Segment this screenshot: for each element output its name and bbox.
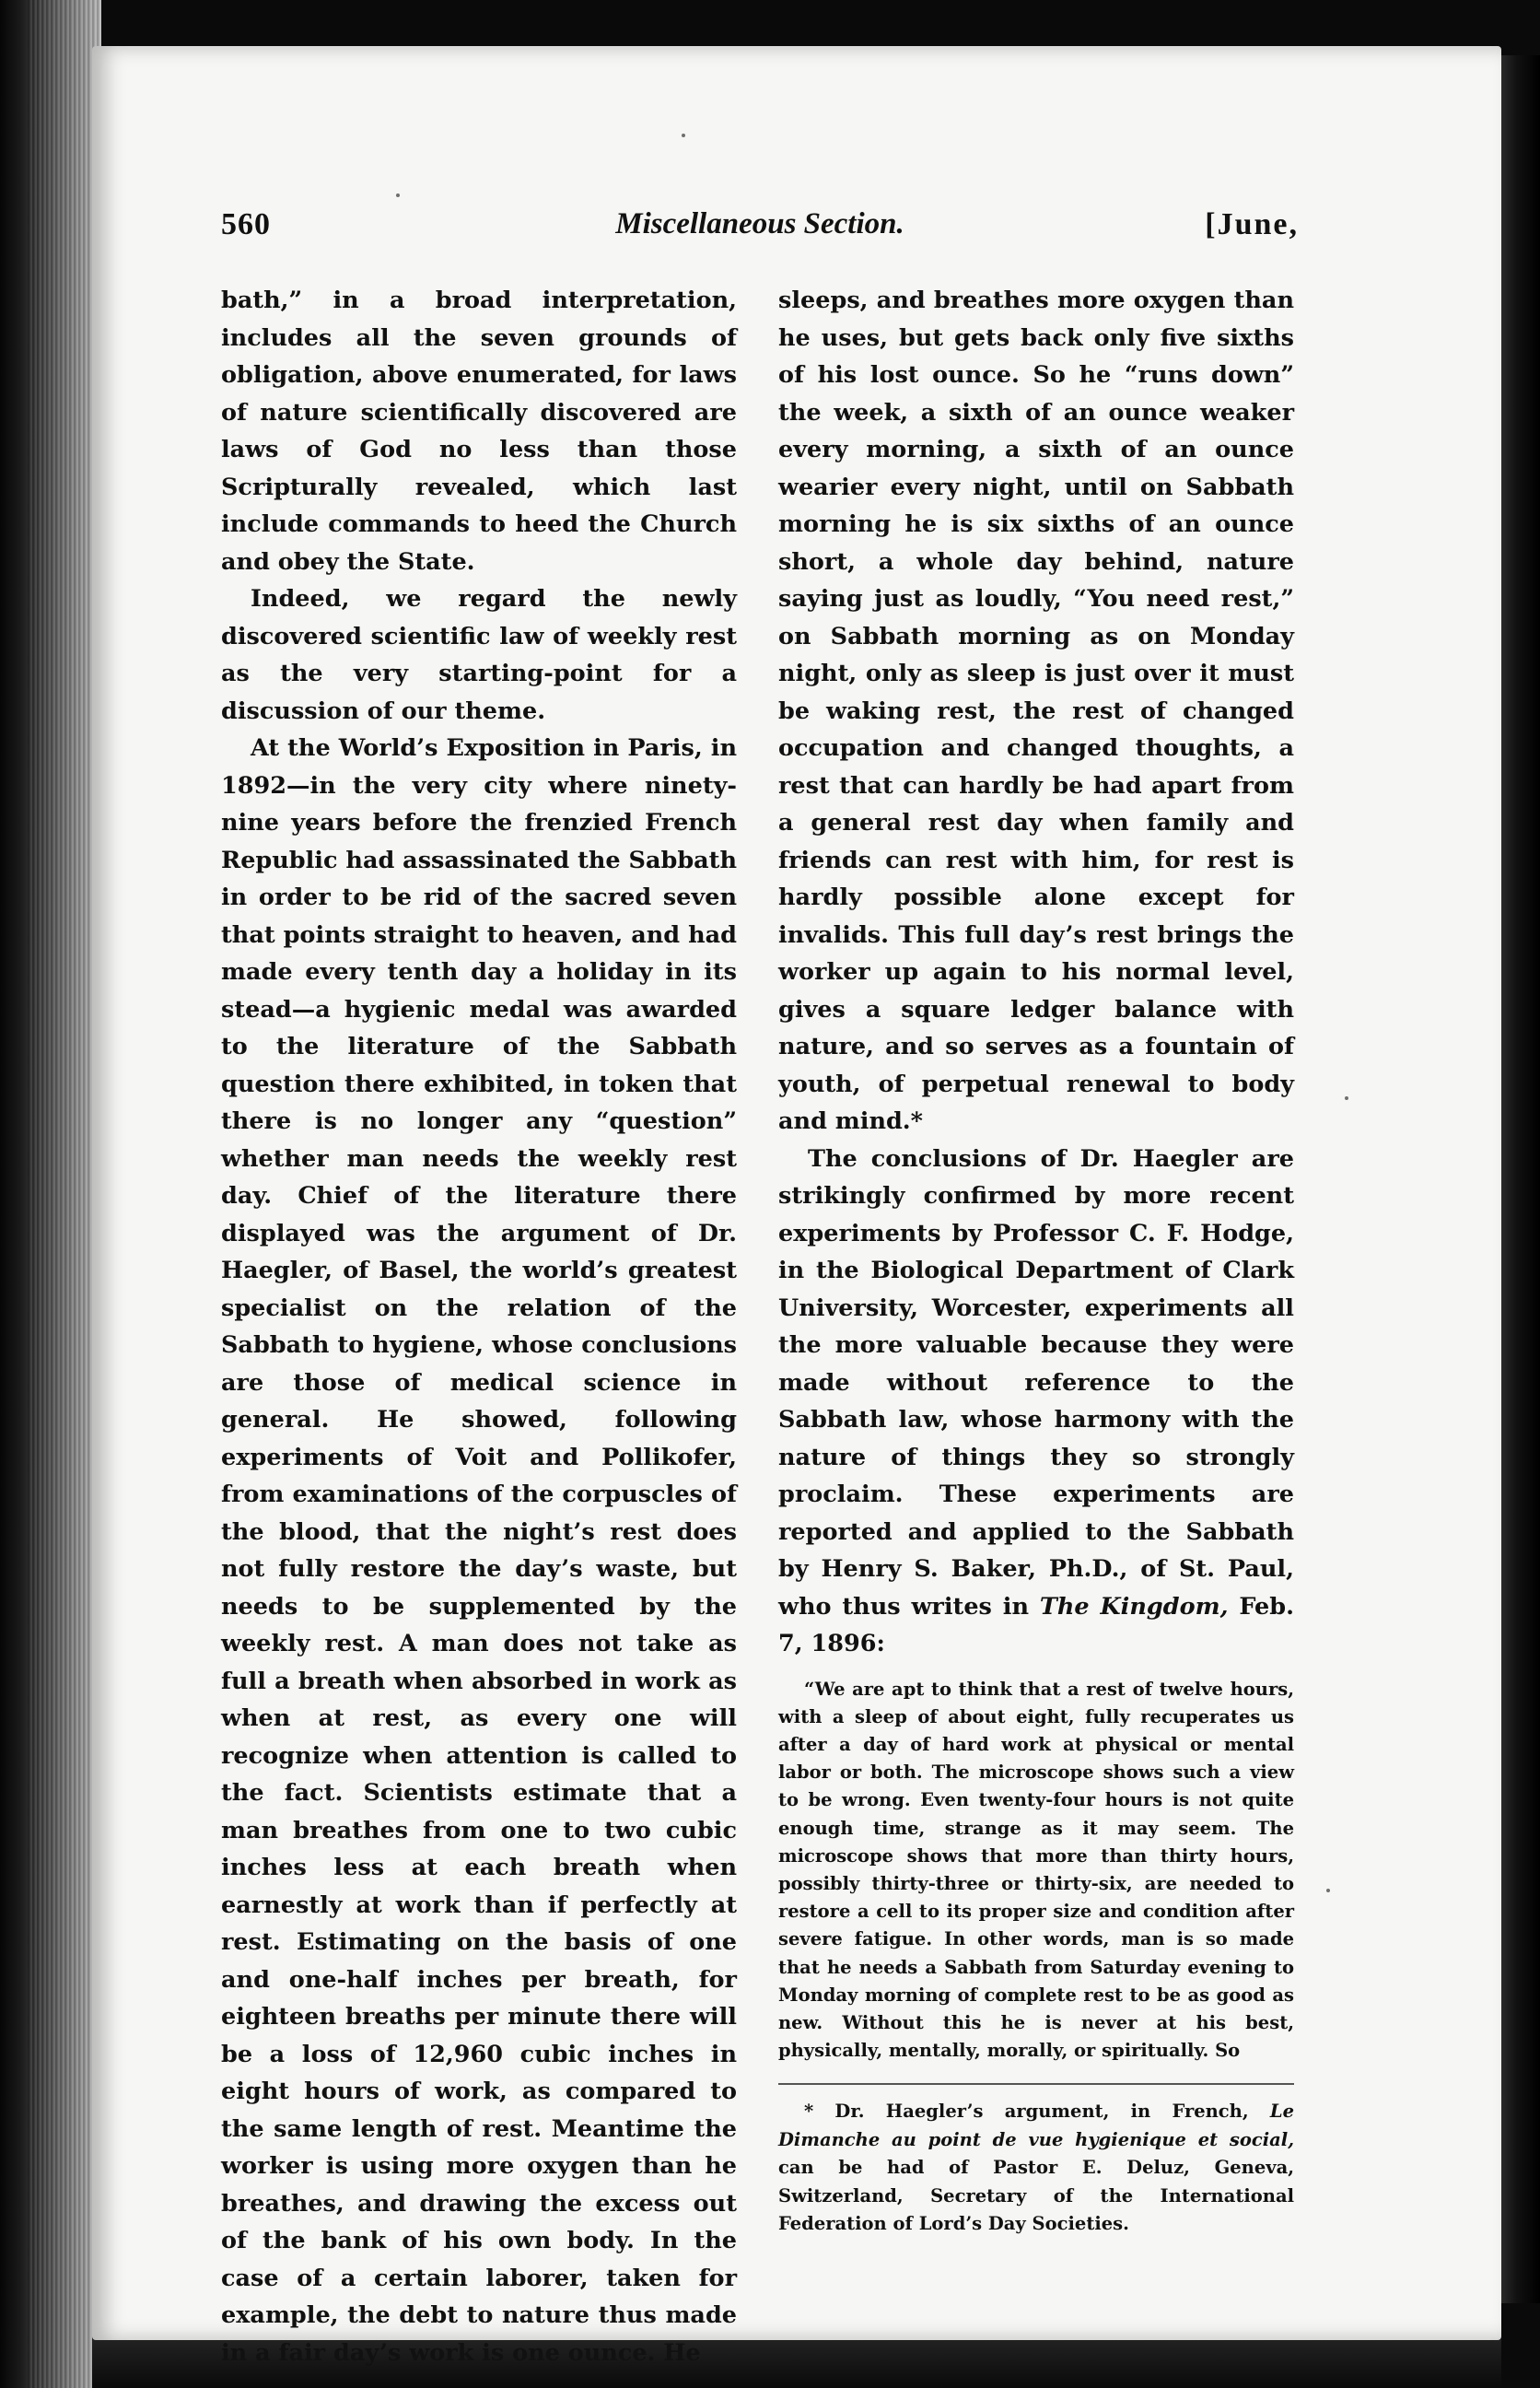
- right-column: [778, 282, 1294, 2238]
- footnote: [778, 2098, 1294, 2238]
- footnote-rule: [778, 2083, 1294, 2085]
- scan-left-edge: [0, 0, 101, 2388]
- running-head-month: [June,: [1205, 207, 1299, 241]
- left-paragraph-3: At the World’s Exposition in Paris, in 1892—in the very city where ninety-nine years before the frenzied French Republic had assassinated the Sabbath in order to be rid of the sacred seven that points straight to heaven, and had made every tenth day a holiday in its stead—a hygienic medal was awarded to the literature of the Sabbath question there exhibited, in token that there is no longer any “question” whether man needs the weekly rest day. Chief of the literature there displayed was the argument of Dr. Haegler, of Basel, the world’s greatest specialist on the relation of the Sabbath to hygiene, whose conclusions are those of medical science in general. He showed, following experiments of Voit and Pollikofer, from examinations of the corpuscles of the blood, that the night’s rest does not fully restore the day’s waste, but needs to be supplemented by the weekly rest. A man does not take as full a breath when absorbed in work as when at rest, as every one will recognize when attention is called to the fact. Scientists estimate that a man breathes from one to two cubic inches less at each breath when earnestly at work than if perfectly at rest. Estimating on the basis of one and one-half inches per breath, for eighteen breaths per minute there will be a loss of 12,960 cubic inches in eight hours of work, as compared to the same length of rest. Meantime the worker is using more oxygen than he breathes, and drawing the excess out of the bank of his own body. In the case of a certain laborer, taken for example, the debt to nature thus made in a fair day’s work is one ounce. He: [221, 734, 737, 2367]
- right-paragraph-2-text: The conclusions of Dr. Haegler are strikingly confirmed by more recent experiments by Professor C. F. Hodge, in the Biological Department of Clark University, Worcester, experiments all the more valuable because they were made without reference to the Sabbath law, whose harmony with the nature of things they so strongly proclaim. These experiments are reported and applied to the Sabbath by Henry S. Baker, Ph.D., of St. Paul, who thus writes in: [778, 1144, 1294, 1621]
- section-title: Miscellaneous Section.: [615, 207, 904, 240]
- block-quote: “We are apt to think that a rest of twelve hours, with a sleep of about eight, fully recuperates us after a day of hard work at physical or mental labor or both. The microscope shows such a view to be wrong. Even twenty-four hours is not quite enough time, strange as it may seem. The microscope shows that more than thirty hours, possibly thirty-three or thirty-six, are needed to restore a cell to its proper size and condition after severe fatigue. In other words, man is so made that he needs a Sabbath from Saturday evening to Monday morning of complete rest to be as good as new. Without this he is never at his best, physically, mentally, morally, or spiritually. So: [778, 1678, 1294, 2062]
- footnote-work-title: Le Dimanche au point de vue hygienique et social,: [778, 2101, 1294, 2150]
- scan-speck: [682, 134, 685, 137]
- scan-speck: [396, 193, 400, 197]
- running-head: [221, 207, 1299, 259]
- left-paragraph-1: bath,” in a broad interpretation, includes all the seven grounds of obligation, above enumerated, for laws of nature scientifically discovered are laws of God no less than those Scripturally revealed, which last include commands to heed the Church and obey the State.: [221, 287, 737, 576]
- kingdom-title: The Kingdom,: [1039, 1592, 1229, 1621]
- footnote-text: * Dr. Haegler’s argument, in French,: [804, 2101, 1249, 2123]
- right-paragraph-2-date: Feb. 7, 1896:: [778, 1592, 1294, 1657]
- scan-speck: [1326, 1889, 1330, 1892]
- left-column: [221, 282, 737, 2371]
- left-paragraph-2: Indeed, we regard the newly discovered scientific law of weekly rest as the very starting-point for a discussion of our theme.: [221, 585, 737, 725]
- scan-right-edge: [1501, 55, 1540, 2303]
- right-paragraph-2: [778, 1141, 1294, 1663]
- right-paragraph-1: sleeps, and breathes more oxygen than he uses, but gets back only five sixths of his lost ounce. So he “runs down” the week, a sixth of an ounce weaker every morning, a sixth of an ounce wearier every night, until on Sabbath morning he is six sixths of an ounce short, a whole day behind, nature saying just as loudly, “You need rest,” on Sabbath morning as on Monday night, only as sleep is just over it must be waking rest, the rest of changed occupation and changed thoughts, a rest that can hardly be had apart from a general rest day when family and friends can rest with him, for rest is hardly possible alone except for invalids. This full day’s rest brings the worker up again to his normal level, gives a square ledger balance with nature, and so serves as a fountain of youth, of perpetual renewal to body and mind.*: [778, 287, 1294, 1135]
- footnote-text-end: can be had of Pastor E. Deluz, Geneva, Switzerland, Secretary of the International Federation of Lord’s Day Societies.: [778, 2157, 1294, 2234]
- page-number: 560: [221, 207, 271, 241]
- scan-speck: [1345, 1096, 1348, 1100]
